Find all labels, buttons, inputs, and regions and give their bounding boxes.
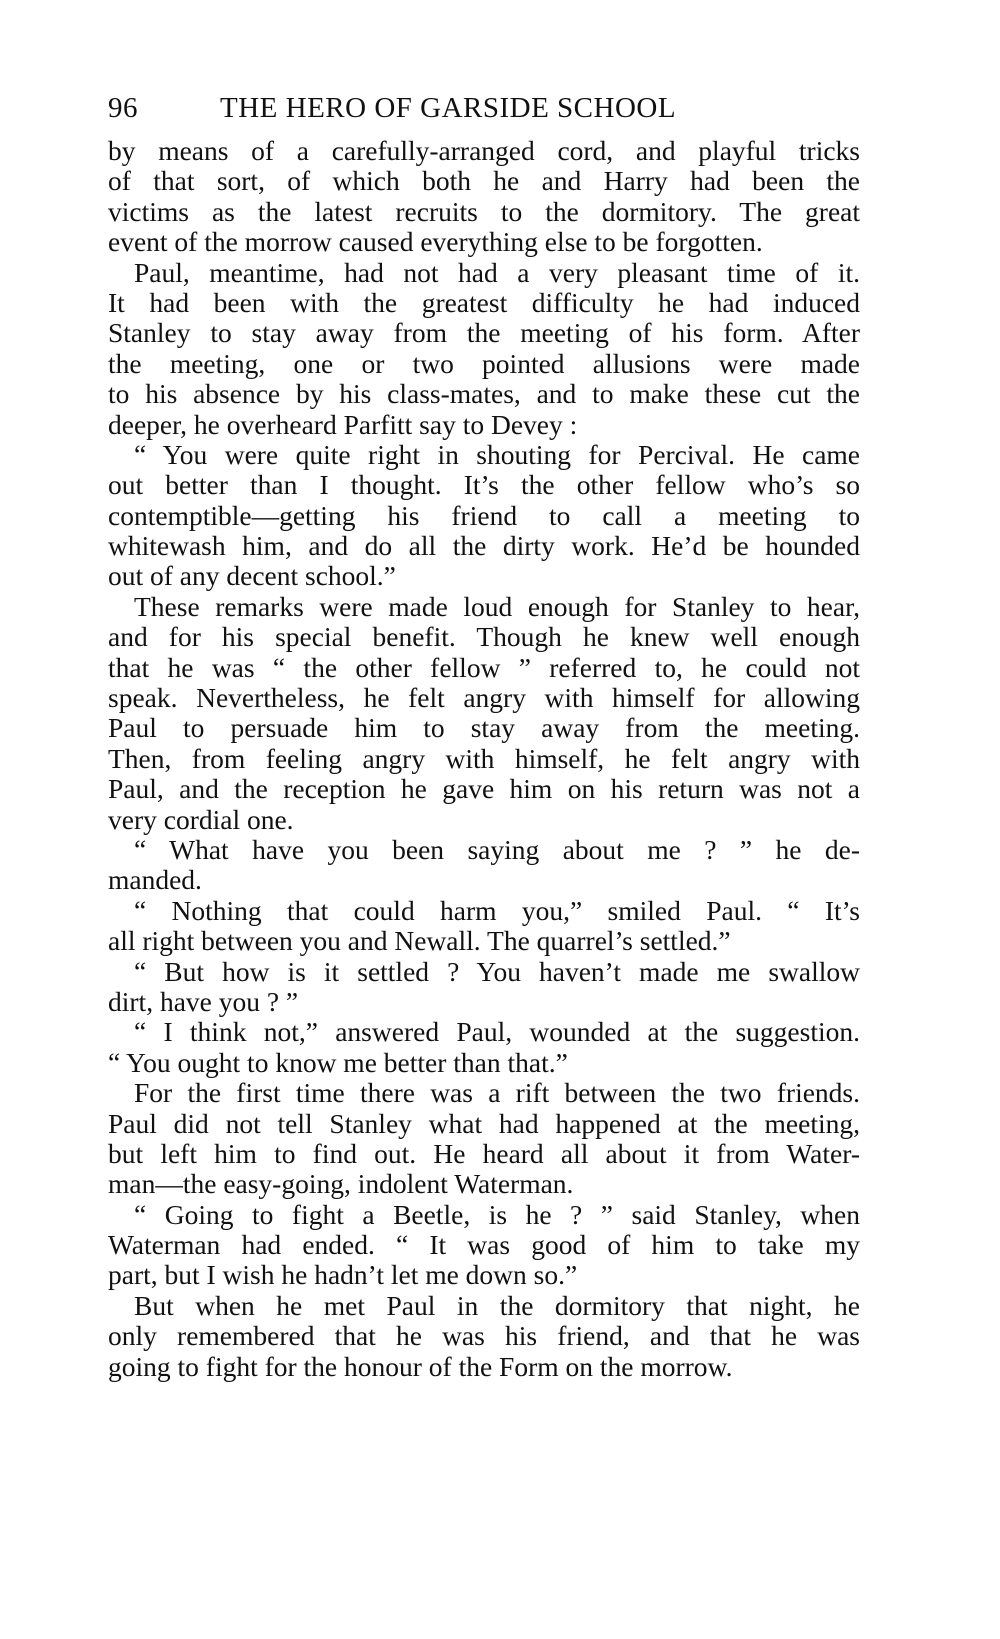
text-line: out better than I thought. It’s the other fellow who’s so xyxy=(108,469,860,501)
paragraph xyxy=(108,835,860,896)
text-line: “ You were quite right in shouting for Percival. He came xyxy=(134,438,860,470)
page-number: 96 xyxy=(108,92,138,124)
book-title: THE HERO OF GARSIDE SCHOOL xyxy=(220,92,677,124)
text-line: Paul, and the reception he gave him on his return was not a xyxy=(108,773,860,805)
text-line: and for his special benefit. Though he knew well enough xyxy=(108,621,860,653)
text-line: going to fight for the honour of the Form on the morrow. xyxy=(108,1350,733,1382)
paragraph xyxy=(108,258,860,440)
book-page xyxy=(108,92,860,1382)
paragraph xyxy=(108,1200,860,1291)
text-line: manded. xyxy=(108,864,202,896)
text-line: man—the easy-going, indolent Waterman. xyxy=(108,1168,574,1200)
paragraph xyxy=(108,1017,860,1078)
text-line: deeper, he overheard Parfitt say to Devey : xyxy=(108,408,578,440)
text-line: “ Nothing that could harm you,” smiled Paul. “ It’s xyxy=(134,894,860,926)
paragraph xyxy=(108,1078,860,1200)
paragraph xyxy=(108,896,860,957)
text-line: “ What have you been saying about me ? ” he de- xyxy=(134,833,860,865)
text-line: dirt, have you ? ” xyxy=(108,985,299,1017)
text-line: But when he met Paul in the dormitory that night, he xyxy=(134,1289,860,1321)
text-line: speak. Nevertheless, he felt angry with himself for allowing xyxy=(108,682,860,714)
text-line: out of any decent school.” xyxy=(108,560,396,592)
paragraph xyxy=(108,592,860,835)
paragraph xyxy=(108,1291,860,1382)
text-line: all right between you and Newall. The quarrel’s settled.” xyxy=(108,925,731,957)
text-line: For the first time there was a rift between the two friends. xyxy=(134,1077,860,1109)
text-line: to his absence by his class-mates, and to make these cut the xyxy=(108,378,860,410)
body-text xyxy=(108,136,860,1382)
paragraph xyxy=(108,440,860,592)
text-line: part, but I wish he hadn’t let me down so.” xyxy=(108,1259,578,1291)
text-line: “ But how is it settled ? You haven’t made me swallow xyxy=(134,955,860,987)
text-line: Stanley to stay away from the meeting of his form. After xyxy=(108,317,860,349)
text-line: Paul did not tell Stanley what had happened at the meeting, xyxy=(108,1107,860,1139)
text-line: whitewash him, and do all the dirty work. He’d be hounded xyxy=(108,530,860,562)
text-line: very cordial one. xyxy=(108,803,294,835)
text-line: contemptible—getting his friend to call a meeting to xyxy=(108,499,860,531)
text-line: Paul, meantime, had not had a very pleasant time of it. xyxy=(134,256,860,288)
text-line: Waterman had ended. “ It was good of him to take my xyxy=(108,1229,860,1261)
text-line: of that sort, of which both he and Harry had been the xyxy=(108,165,860,197)
running-head xyxy=(108,92,860,136)
text-line: “ You ought to know me better than that.” xyxy=(108,1046,568,1078)
text-line: Then, from feeling angry with himself, he felt angry with xyxy=(108,742,860,774)
text-line: but left him to find out. He heard all about it from Water- xyxy=(108,1137,860,1169)
text-line: These remarks were made loud enough for Stanley to hear, xyxy=(134,590,860,622)
text-line: Paul to persuade him to stay away from the meeting. xyxy=(108,712,860,744)
text-line: “ Going to fight a Beetle, is he ? ” said Stanley, when xyxy=(134,1198,860,1230)
text-line: only remembered that he was his friend, and that he was xyxy=(108,1320,860,1352)
text-line: by means of a carefully-arranged cord, and playful tricks xyxy=(108,135,860,166)
text-line: “ I think not,” answered Paul, wounded at the suggestion. xyxy=(134,1016,860,1048)
text-line: that he was “ the other fellow ” referred to, he could not xyxy=(108,651,860,683)
paragraph xyxy=(108,136,860,258)
text-line: the meeting, one or two pointed allusions were made xyxy=(108,347,860,379)
text-line: It had been with the greatest difficulty he had induced xyxy=(108,286,860,318)
text-line: victims as the latest recruits to the dormitory. The great xyxy=(108,195,860,227)
text-line: event of the morrow caused everything else to be forgotten. xyxy=(108,226,763,258)
paragraph xyxy=(108,957,860,1018)
